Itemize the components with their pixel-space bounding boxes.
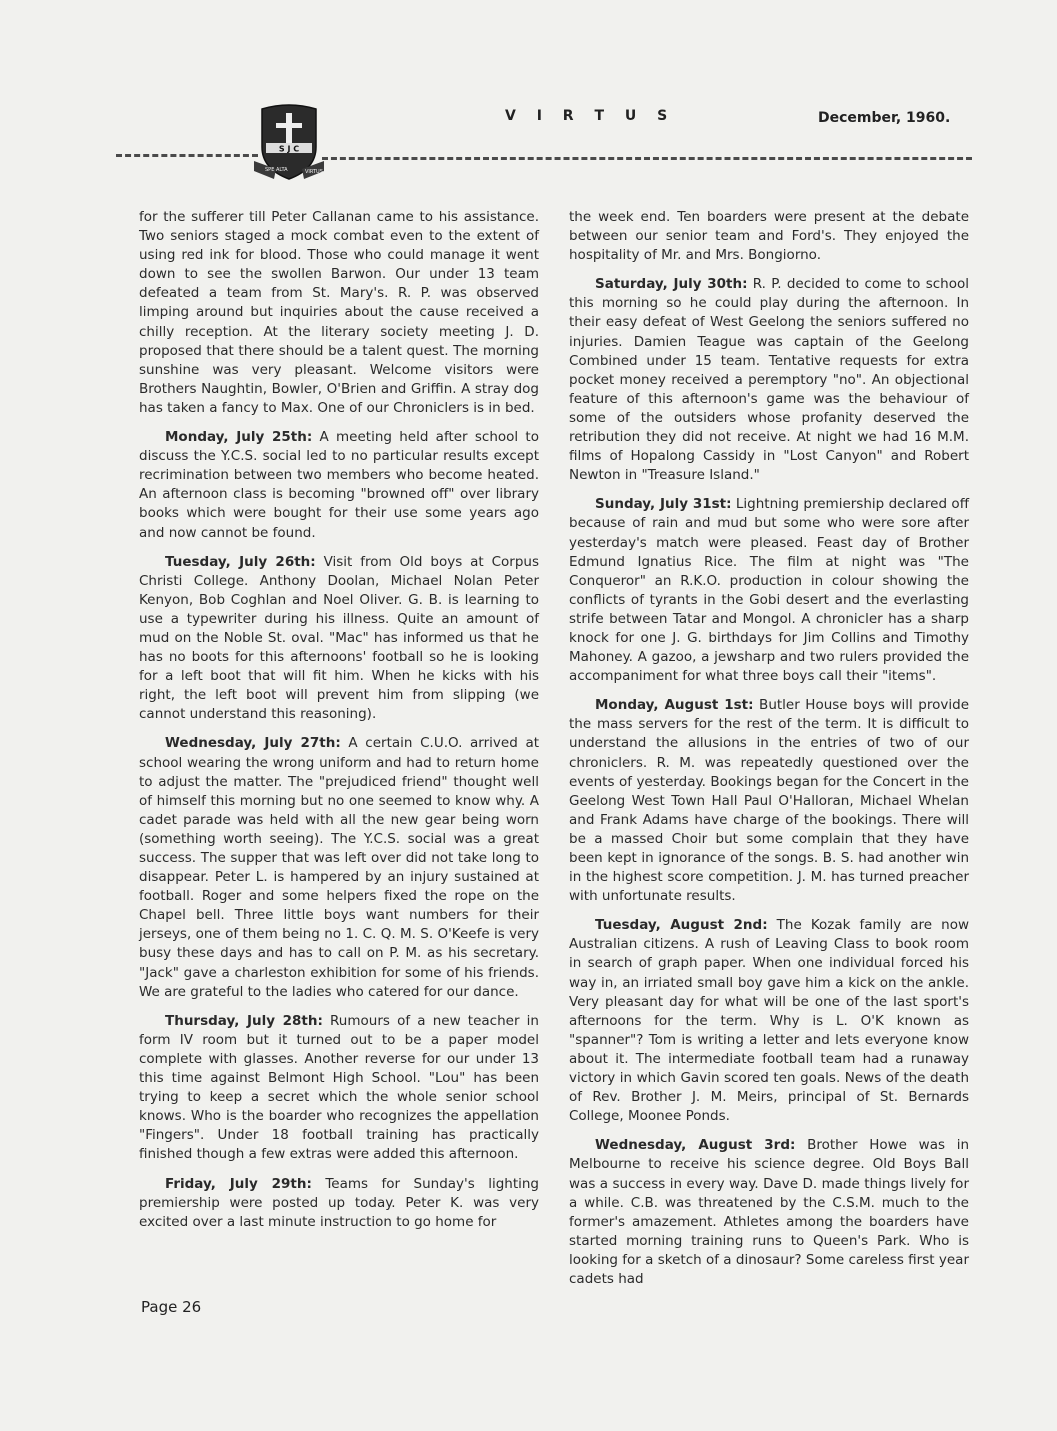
school-crest-icon xyxy=(254,103,324,183)
paragraph: the week end. Ten boarders were present at the debate between our senior team and Ford's. They enjoyed the hospitality of Mr. and Mrs. Bongiorno. xyxy=(569,209,969,264)
entry-text: Teams for Sunday's lighting premiership were posted up today. Peter K. was very excited over a last minute instruction to go home for xyxy=(139,1175,540,1230)
diary-entry xyxy=(569,495,969,686)
entry-date: Wednesday, July 27th: xyxy=(165,735,341,752)
diary-entry xyxy=(569,275,969,485)
entry-text: Butler House boys will provide the mass servers for the rest of the term. It is difficult to understand the allusions in the entries of two of our chroniclers. R. M. was repeatedly questioned over the events of yesterday. Bookings began for the Concert in the Geelong West Town Hall Paul O'Halloran, Michael Whelan and Frank Adams have charge of the bookings. There will be a massed Choir but some complain that they have been kept in ignorance of the songs. B. S. had another win in the highest score competition. J. M. has turned preacher with unfortunate results. xyxy=(569,697,970,905)
entry-date: Monday, August 1st: xyxy=(595,697,754,714)
diary-entry xyxy=(139,553,539,725)
diary-entry xyxy=(139,734,539,1001)
entry-text: R. P. decided to come to school this morning so he could play during the afternoon. In their easy defeat of West Geelong the seniors suffered no injuries. Damien Teague was captain of the Geelong Combined under 15 team. Tentative requests for extra pocket money received a peremptory "no". An objectional feature of this afternoon's game was the behaviour of some of the outsiders whose profanity deserved the retribution they did not receive. At night we had 16 M.M. films of Hopalong Cassidy in "Lost Canyon" and Robert Newton in "Treasure Island." xyxy=(569,276,969,484)
paragraph: for the sufferer till Peter Callanan came to his assistance. Two seniors staged a mock combat even to the extent of using red ink for blood. Those who could manage it went down to see the swollen Barwon. Our under 13 team defeated a team from St. Mary's. R. P. was observed limping around but inquiries about the cause received a chilly reception. At the literary society meeting J. D. proposed that there should be a talent quest. The morning sunshine was very pleasant. Welcome visitors were Brothers Naughtin, Bowler, O'Brien and Griffin. A stray dog has taken a fancy to Max. One of our Chroniclers is in bed. xyxy=(139,209,539,416)
issue-date: December, 1960. xyxy=(818,110,951,126)
entry-date: Saturday, July 30th: xyxy=(595,276,748,293)
entry-text: Rumours of a new teacher in form IV room but it turned out to be a paper model complete with glasses. Another reverse for our under 13 this time against Belmont High School. "Lou" has been trying to keep a secret which the whole senior school knows. Who is the boarder who recognizes the appellation "Fingers". Under 18 football training has practically finished though a few extras were added this afternoon. xyxy=(139,1012,539,1163)
entry-text: A meeting held after school to discuss the Y.C.S. social led to no particular results except recrimination between two members who become heated. An afternoon class is becoming "browned off" over library books which were bought for their use some years ago and now cannot be found. xyxy=(139,429,539,541)
entry-date: Thursday, July 28th: xyxy=(165,1012,323,1029)
entry-date: Tuesday, August 2nd: xyxy=(595,917,768,934)
entry-text: Brother Howe was in Melbourne to receive his science degree. Old Boys Ball was a success in every way. Dave D. made things lively for a while. C.B. was threatened by the C.S.M. much to the former's amazement. Athletes among the boarders have started morning training runs to Queen's Park. Who is looking for a sketch of a dinosaur? Some careless first year cadets had xyxy=(569,1137,969,1287)
entry-text: Lightning premiership declared off because of rain and mud but some who were sore after yesterday's match were pleased. Feast day of Brother Edmund Ignatius Rice. The film at night was "The Conqueror" an R.K.O. production in colour showing the conflicts of tyrants in the Gobi desert and the everlasting strife between Tatar and Mongol. A chronicler has a sharp knock for one J. G. birthdays for Jim Collins and Timothy Mahoney. A gazoo, a jewsharp and two rulers provided the accompaniment for what three boys call their "items". xyxy=(569,496,969,685)
entry-date: Tuesday, July 26th: xyxy=(165,553,316,570)
header-rule-left xyxy=(116,154,258,157)
left-column xyxy=(139,208,539,1242)
entry-date: Wednesday, August 3rd: xyxy=(595,1137,796,1154)
entry-date: Sunday, July 31st: xyxy=(595,496,732,513)
entry-date: Monday, July 25th: xyxy=(165,429,313,446)
page-number: Page 26 xyxy=(141,1298,202,1316)
crest-motto-right: VIRTUS xyxy=(305,169,323,175)
header-rule-right xyxy=(322,157,972,160)
diary-entry xyxy=(569,1136,969,1289)
right-column xyxy=(569,208,969,1299)
entry-date: Friday, July 29th: xyxy=(165,1175,312,1192)
entry-text: The Kozak family are now Australian citizens. A rush of Leaving Class to book room in search of graph paper. When one individual forced his way in, an irriated small boy gave him a kick on the ankle. Very pleasant day for what will be one of the last sport's afternoons for the term. Why is L. O'K known as "spanner"? Tom is writing a letter and lets everyone know about it. The intermediate football team had a runaway victory in which Gavin scored ten goals. News of the death of Rev. Brother J. M. Meirs, principal of St. Bernards College, Moonee Ponds. xyxy=(569,917,969,1125)
crest-motto-left: SPE ALTA xyxy=(265,167,288,173)
diary-entry xyxy=(139,1175,539,1232)
magazine-title: V I R T U S xyxy=(505,108,676,124)
diary-entry xyxy=(139,1012,539,1165)
entry-text: Visit from Old boys at Corpus Christi College. Anthony Doolan, Michael Nolan Peter Kenyon, Bob Coghlan and Noel Oliver. G. B. is learning to use a typewriter during his illness. Quite an amount of mud on the Noble St. oval. "Mac" has informed us that he has no boots for this afternoons' football so he is looking for a left boot that will fit him. When he kicks with his right, the left boot will prevent him from slipping (we cannot understand this reasoning). xyxy=(139,553,539,723)
diary-entry xyxy=(139,428,539,543)
entry-text: A certain C.U.O. arrived at school wearing the wrong uniform and had to return home to adjust the matter. The "prejudiced friend" thought well of himself this morning but no one seemed to know why. A cadet parade was held with all the new gear being worn (something worth seeing). The Y.C.S. social was a great success. The supper that was left over did not take long to disappear. Peter L. is hampered by an injury sustained at football. Roger and some helpers fixed the rope on the Chapel bell. Three little boys want numbers for their jerseys, one of them being no 1. C. Q. M. S. O'Keefe is very busy these days and has to call on P. M. as his secretary. "Jack" gave a charleston exhibition for some of his friends. We are grateful to the ladies who catered for our dance. xyxy=(139,735,540,1000)
diary-entry xyxy=(569,916,969,1126)
crest-letters: S J C xyxy=(278,144,300,154)
diary-entry xyxy=(569,696,969,906)
